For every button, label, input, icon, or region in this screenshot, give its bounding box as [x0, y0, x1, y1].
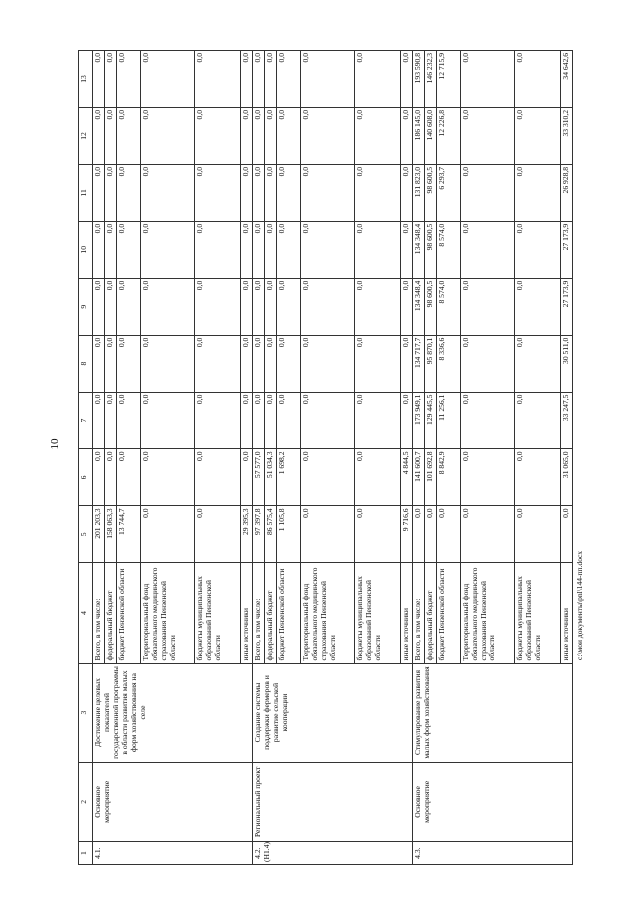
amount-cell: 0,0 [400, 107, 412, 164]
event-name: Стимулирование развития малых форм хозяйствования [412, 663, 572, 762]
amount-cell: 134 348,4 [412, 221, 424, 278]
amount-cell: 34 642,6 [560, 51, 572, 108]
amount-cell: 131 823,0 [412, 164, 424, 221]
amount-cell: 12 226,8 [436, 107, 460, 164]
amount-cell: 0,0 [276, 392, 300, 449]
amount-cell: 8 842,9 [436, 449, 460, 506]
table-row [252, 51, 264, 865]
amount-cell: 0,0 [140, 51, 194, 108]
funding-source-label: бюджет Пензенской области [116, 563, 140, 663]
amount-cell: 0,0 [104, 278, 116, 335]
amount-cell: 0,0 [354, 506, 400, 563]
amount-cell: 186 145,0 [412, 107, 424, 164]
column-header: 9 [79, 278, 93, 335]
amount-cell: 0,0 [276, 51, 300, 108]
amount-cell: 0,0 [276, 221, 300, 278]
event-type: Региональный проект [252, 762, 412, 842]
amount-cell: 0,0 [460, 221, 514, 278]
amount-cell: 0,0 [300, 392, 354, 449]
amount-cell: 8 336,6 [436, 335, 460, 392]
amount-cell: 134 348,4 [412, 278, 424, 335]
amount-cell: 30 511,0 [560, 335, 572, 392]
funding-source-label: бюджет Пензенской области [276, 563, 300, 663]
amount-cell: 98 600,5 [424, 221, 436, 278]
amount-cell: 0,0 [140, 335, 194, 392]
amount-cell: 8 574,0 [436, 278, 460, 335]
page-number: 10 [49, 438, 61, 450]
amount-cell: 0,0 [460, 335, 514, 392]
amount-cell: 173 949,1 [412, 392, 424, 449]
amount-cell: 134 717,7 [412, 335, 424, 392]
amount-cell: 0,0 [514, 51, 560, 108]
table-row [412, 51, 424, 865]
column-header: 6 [79, 449, 93, 506]
amount-cell: 0,0 [514, 449, 560, 506]
amount-cell: 0,0 [104, 164, 116, 221]
event-type: Основное мероприятие [93, 762, 253, 842]
amount-cell: 0,0 [140, 449, 194, 506]
column-header: 2 [79, 762, 93, 842]
amount-cell: 0,0 [104, 449, 116, 506]
amount-cell: 0,0 [276, 335, 300, 392]
amount-cell: 0,0 [240, 51, 252, 108]
funding-source-label: бюджеты муниципальных образований Пензенской области [354, 563, 400, 663]
funding-table [78, 50, 573, 865]
amount-cell: 0,0 [400, 335, 412, 392]
amount-cell: 0,0 [140, 107, 194, 164]
amount-cell: 0,0 [194, 221, 240, 278]
amount-cell: 86 575,4 [264, 506, 276, 563]
amount-cell: 0,0 [116, 449, 140, 506]
amount-cell: 0,0 [400, 164, 412, 221]
event-name: Создание системы поддержки фермеров и развитие сельской кооперации [252, 663, 412, 762]
amount-cell: 0,0 [93, 335, 105, 392]
funding-source-label: иные источники [400, 563, 412, 663]
amount-cell: 0,0 [354, 449, 400, 506]
amount-cell: 9 716,6 [400, 506, 412, 563]
amount-cell: 0,0 [424, 506, 436, 563]
amount-cell: 0,0 [140, 392, 194, 449]
amount-cell: 1 105,8 [276, 506, 300, 563]
amount-cell: 0,0 [460, 392, 514, 449]
amount-cell: 0,0 [514, 335, 560, 392]
amount-cell: 0,0 [140, 221, 194, 278]
amount-cell: 0,0 [240, 164, 252, 221]
amount-cell: 0,0 [116, 392, 140, 449]
column-header: 4 [79, 563, 93, 663]
amount-cell: 0,0 [140, 506, 194, 563]
amount-cell: 0,0 [104, 51, 116, 108]
amount-cell: 158 063,3 [104, 506, 116, 563]
column-header: 11 [79, 164, 93, 221]
amount-cell: 146 232,3 [424, 51, 436, 108]
amount-cell: 0,0 [240, 449, 252, 506]
amount-cell: 0,0 [240, 335, 252, 392]
funding-source-label: иные источники [240, 563, 252, 663]
amount-cell: 33 310,2 [560, 107, 572, 164]
amount-cell: 0,0 [264, 335, 276, 392]
column-header: 13 [79, 51, 93, 108]
amount-cell: 0,0 [514, 278, 560, 335]
funding-source-label: федеральный бюджет [104, 563, 116, 663]
amount-cell: 0,0 [514, 506, 560, 563]
amount-cell: 0,0 [93, 164, 105, 221]
amount-cell: 0,0 [264, 392, 276, 449]
amount-cell: 0,0 [194, 335, 240, 392]
amount-cell: 0,0 [436, 506, 460, 563]
amount-cell: 0,0 [300, 449, 354, 506]
amount-cell: 33 247,5 [560, 392, 572, 449]
column-header: 10 [79, 221, 93, 278]
amount-cell: 0,0 [252, 392, 264, 449]
amount-cell: 0,0 [252, 164, 264, 221]
amount-cell: 26 928,8 [560, 164, 572, 221]
amount-cell: 0,0 [252, 107, 264, 164]
amount-cell: 0,0 [116, 221, 140, 278]
amount-cell: 0,0 [400, 392, 412, 449]
row-number: 4.2. (Н1.4) [252, 842, 412, 865]
amount-cell: 8 574,0 [436, 221, 460, 278]
column-header: 3 [79, 663, 93, 762]
footer-file-path: c:\мои документы\pnl\144-пп.docx [575, 550, 584, 660]
amount-cell: 31 065,0 [560, 449, 572, 506]
amount-cell: 0,0 [252, 221, 264, 278]
funding-source-label: Территориальный фонд обязательного медицинского страхования Пензенской области [300, 563, 354, 663]
amount-cell: 0,0 [116, 164, 140, 221]
amount-cell: 0,0 [276, 107, 300, 164]
amount-cell: 0,0 [300, 278, 354, 335]
amount-cell: 0,0 [194, 278, 240, 335]
column-number-header-row [79, 51, 93, 865]
amount-cell: 1 698,2 [276, 449, 300, 506]
amount-cell: 0,0 [460, 506, 514, 563]
amount-cell: 0,0 [194, 107, 240, 164]
amount-cell: 0,0 [104, 107, 116, 164]
amount-cell: 0,0 [264, 164, 276, 221]
amount-cell: 0,0 [252, 278, 264, 335]
funding-source-label: бюджет Пензенской области [436, 563, 460, 663]
amount-cell: 97 397,8 [252, 506, 264, 563]
amount-cell: 0,0 [300, 51, 354, 108]
funding-source-label: Территориальный фонд обязательного медицинского страхования Пензенской области [460, 563, 514, 663]
amount-cell: 0,0 [276, 278, 300, 335]
column-header: 12 [79, 107, 93, 164]
amount-cell: 0,0 [354, 164, 400, 221]
amount-cell: 0,0 [514, 107, 560, 164]
amount-cell: 0,0 [354, 278, 400, 335]
amount-cell: 140 608,0 [424, 107, 436, 164]
column-header: 1 [79, 842, 93, 865]
amount-cell: 0,0 [264, 51, 276, 108]
amount-cell: 0,0 [104, 221, 116, 278]
amount-cell: 0,0 [116, 335, 140, 392]
amount-cell: 51 034,3 [264, 449, 276, 506]
amount-cell: 0,0 [104, 392, 116, 449]
amount-cell: 57 577,0 [252, 449, 264, 506]
amount-cell: 0,0 [194, 51, 240, 108]
amount-cell: 0,0 [93, 221, 105, 278]
amount-cell: 193 590,8 [412, 51, 424, 108]
amount-cell: 0,0 [354, 392, 400, 449]
amount-cell: 12 715,9 [436, 51, 460, 108]
funding-source-label: иные источники [560, 563, 572, 663]
event-name: Достижение целевых показателей государственной программы в области развития малых форм хозяйствования на селе [93, 663, 253, 762]
amount-cell: 0,0 [276, 164, 300, 221]
amount-cell: 27 173,9 [560, 278, 572, 335]
amount-cell: 0,0 [460, 107, 514, 164]
amount-cell: 0,0 [93, 449, 105, 506]
amount-cell: 0,0 [460, 164, 514, 221]
amount-cell: 0,0 [194, 506, 240, 563]
amount-cell: 27 173,9 [560, 221, 572, 278]
table-row [93, 51, 105, 865]
amount-cell: 0,0 [140, 278, 194, 335]
funding-source-label: бюджеты муниципальных образований Пензенской области [194, 563, 240, 663]
event-type: Основное мероприятие [412, 762, 572, 842]
amount-cell: 29 395,3 [240, 506, 252, 563]
column-header: 7 [79, 392, 93, 449]
amount-cell: 0,0 [264, 107, 276, 164]
amount-cell: 4 844,5 [400, 449, 412, 506]
amount-cell: 0,0 [354, 51, 400, 108]
column-header: 5 [79, 506, 93, 563]
amount-cell: 0,0 [300, 335, 354, 392]
amount-cell: 0,0 [354, 335, 400, 392]
amount-cell: 101 692,8 [424, 449, 436, 506]
amount-cell: 0,0 [140, 164, 194, 221]
amount-cell: 0,0 [116, 107, 140, 164]
funding-source-label: Всего, в том числе: [412, 563, 424, 663]
funding-source-label: федеральный бюджет [264, 563, 276, 663]
amount-cell: 0,0 [300, 506, 354, 563]
amount-cell: 95 870,1 [424, 335, 436, 392]
amount-cell: 0,0 [93, 51, 105, 108]
amount-cell: 0,0 [354, 107, 400, 164]
amount-cell: 0,0 [194, 449, 240, 506]
amount-cell: 129 445,5 [424, 392, 436, 449]
funding-source-label: федеральный бюджет [424, 563, 436, 663]
amount-cell: 0,0 [252, 335, 264, 392]
amount-cell: 0,0 [460, 449, 514, 506]
amount-cell: 0,0 [240, 107, 252, 164]
amount-cell: 0,0 [264, 278, 276, 335]
amount-cell: 0,0 [264, 221, 276, 278]
amount-cell: 13 744,7 [116, 506, 140, 563]
amount-cell: 0,0 [93, 392, 105, 449]
amount-cell: 6 293,7 [436, 164, 460, 221]
amount-cell: 0,0 [194, 392, 240, 449]
amount-cell: 0,0 [252, 51, 264, 108]
rotated-table-container [78, 50, 612, 865]
amount-cell: 0,0 [400, 278, 412, 335]
amount-cell: 0,0 [514, 164, 560, 221]
amount-cell: 0,0 [194, 164, 240, 221]
amount-cell: 0,0 [460, 278, 514, 335]
amount-cell: 201 203,3 [93, 506, 105, 563]
amount-cell: 0,0 [104, 335, 116, 392]
funding-source-label: Всего, в том числе: [252, 563, 264, 663]
amount-cell: 0,0 [412, 506, 424, 563]
amount-cell: 0,0 [354, 221, 400, 278]
column-header: 8 [79, 335, 93, 392]
amount-cell: 0,0 [560, 506, 572, 563]
amount-cell: 0,0 [300, 221, 354, 278]
amount-cell: 0,0 [116, 278, 140, 335]
amount-cell: 0,0 [300, 107, 354, 164]
amount-cell: 0,0 [400, 221, 412, 278]
amount-cell: 0,0 [93, 107, 105, 164]
amount-cell: 0,0 [514, 392, 560, 449]
amount-cell: 0,0 [240, 278, 252, 335]
amount-cell: 0,0 [240, 392, 252, 449]
amount-cell: 141 600,7 [412, 449, 424, 506]
amount-cell: 11 256,1 [436, 392, 460, 449]
amount-cell: 98 600,5 [424, 164, 436, 221]
amount-cell: 0,0 [116, 51, 140, 108]
amount-cell: 98 600,5 [424, 278, 436, 335]
funding-source-label: Территориальный фонд обязательного медицинского страхования Пензенской области [140, 563, 194, 663]
amount-cell: 0,0 [300, 164, 354, 221]
amount-cell: 0,0 [514, 221, 560, 278]
row-number: 4.3. [412, 842, 572, 865]
amount-cell: 0,0 [240, 221, 252, 278]
amount-cell: 0,0 [400, 51, 412, 108]
funding-source-label: бюджеты муниципальных образований Пензенской области [514, 563, 560, 663]
amount-cell: 0,0 [93, 278, 105, 335]
row-number: 4.1. [93, 842, 253, 865]
funding-source-label: Всего, в том числе: [93, 563, 105, 663]
amount-cell: 0,0 [460, 51, 514, 108]
